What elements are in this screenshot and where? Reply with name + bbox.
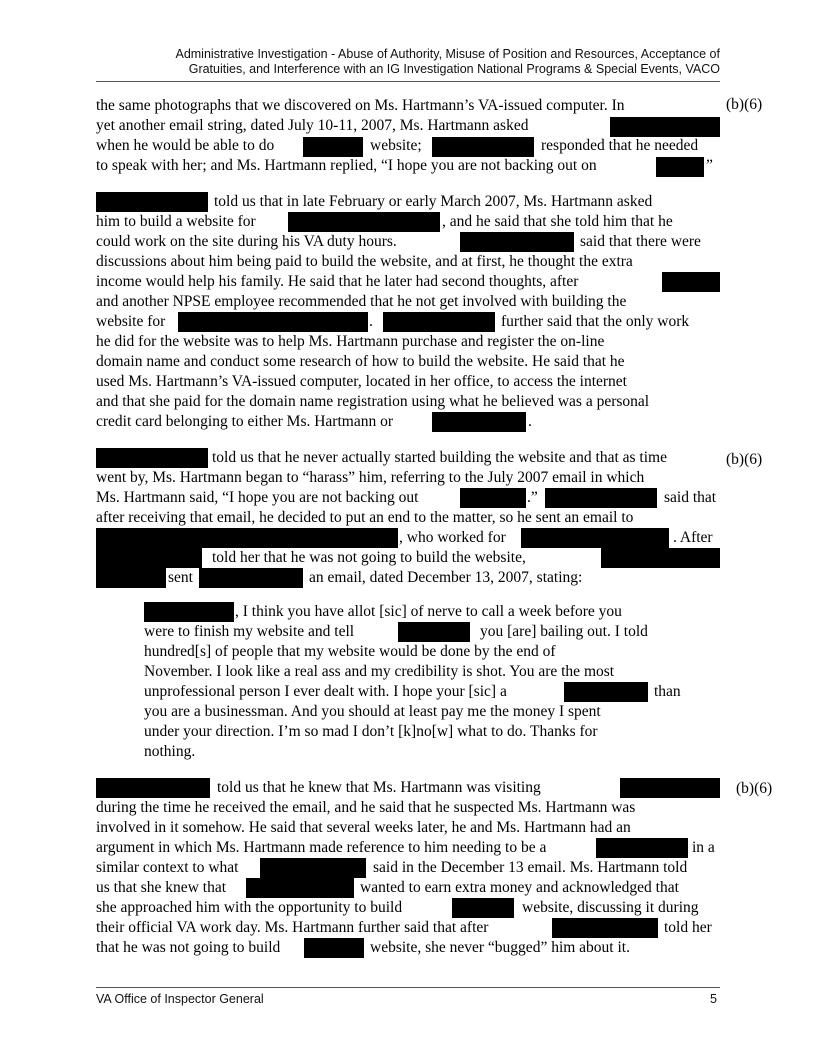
text-line: and that she paid for the domain name registration using what he believed was a personal [96, 393, 650, 410]
quote-line: unprofessional person I ever dealt with. I hope your [sic] a [144, 683, 507, 700]
text-line: .” [527, 489, 538, 506]
text-line: said that [664, 489, 717, 506]
redaction-box [460, 488, 526, 508]
redaction-box [398, 622, 470, 642]
text-line: , who worked for [399, 529, 506, 546]
redaction-box [383, 312, 495, 332]
redaction-box [432, 412, 526, 432]
quote-line: under your direction. I’m so mad I don’t [k]no[w] what to do. Thanks for [144, 723, 598, 740]
text-line: argument in which Ms. Hartmann made reference to him needing to be a [96, 839, 547, 856]
redaction-box [564, 682, 648, 702]
text-line: discussions about him being paid to build the website, and at first, he thought the extra [96, 253, 633, 270]
text-line: the same photographs that we discovered on Ms. Hartmann’s VA-issued computer. In [96, 97, 625, 114]
redaction-box [303, 137, 363, 157]
redaction-box [178, 312, 368, 332]
quote-line: nothing. [144, 743, 196, 760]
quote-line: November. I look like a real ass and my credibility is shot. You are the most [144, 663, 615, 680]
text-line: credit card belonging to either Ms. Hartmann or [96, 413, 393, 430]
redaction-box [304, 938, 364, 958]
text-line: after receiving that email, he decided to put an end to the matter, so he sent an email to [96, 509, 634, 526]
text-line: in a [692, 839, 715, 856]
text-line: sent [168, 569, 193, 586]
text-line: website, she never “bugged” him about it. [370, 939, 630, 956]
quote-line: you [are] bailing out. I told [480, 623, 648, 640]
text-line: . [369, 313, 373, 330]
footer-rule [96, 987, 720, 988]
text-line: said in the December 13 email. Ms. Hartmann told [373, 859, 688, 876]
text-line: told us that he never actually started building the website and that as time [212, 449, 667, 466]
text-line: him to build a website for [96, 213, 256, 230]
quote-line: , I think you have allot [sic] of nerve to call a week before you [235, 603, 622, 620]
redaction-box [96, 448, 208, 468]
text-line: website, discussing it during [522, 899, 699, 916]
redaction-box [452, 898, 514, 918]
text-line: further said that the only work [501, 313, 690, 330]
text-line: went by, Ms. Hartmann began to “harass” him, referring to the July 2007 email in which [96, 469, 645, 486]
text-line: said that there were [580, 233, 701, 250]
margin-note: (b)(6) [726, 451, 763, 468]
redaction-box [656, 157, 704, 177]
redaction-box [596, 838, 688, 858]
redaction-box [96, 568, 166, 588]
text-line: . [528, 413, 532, 430]
redaction-box [260, 858, 366, 878]
text-line: us that she knew that [96, 879, 227, 896]
text-line: and another NPSE employee recommended that he not get involved with building the [96, 293, 627, 310]
header-title [96, 47, 720, 77]
text-line: responded that he needed [541, 137, 699, 154]
text-line: ” [706, 157, 713, 174]
page-number: 5 [710, 992, 717, 1006]
redaction-box [288, 212, 440, 232]
redaction-box [662, 272, 720, 292]
text-line: during the time he received the email, and he said that he suspected Ms. Hartmann was [96, 799, 636, 816]
text-line: wanted to earn extra money and acknowledged that [360, 879, 679, 896]
text-line: domain name and conduct some research of how to build the website. He said that he [96, 353, 625, 370]
header-rule [96, 81, 720, 82]
text-line: similar context to what [96, 859, 239, 876]
text-line: income would help his family. He said that he later had second thoughts, after [96, 273, 579, 290]
text-line: involved in it somehow. He said that several weeks later, he and Ms. Hartmann had an [96, 819, 631, 836]
quote-line: hundred[s] of people that my website would be done by the end of [144, 643, 556, 660]
footer-source: VA Office of Inspector General [96, 992, 264, 1006]
text-line: when he would be able to do [96, 137, 275, 154]
text-line: website; [370, 137, 422, 154]
redaction-box [432, 137, 534, 157]
text-line: told her [664, 919, 712, 936]
redaction-box [610, 117, 720, 137]
quote-line: were to finish my website and tell [144, 623, 355, 640]
redaction-box [246, 878, 354, 898]
text-line: website for [96, 313, 166, 330]
redaction-box [96, 778, 210, 798]
redaction-box [96, 528, 398, 548]
text-line: could work on the site during his VA duty hours. [96, 233, 397, 250]
redaction-box [521, 528, 669, 548]
redaction-box [96, 548, 202, 568]
header-line-1: Administrative Investigation - Abuse of Authority, Misuse of Position and Resources, Acceptance of [175, 47, 720, 61]
text-line: that he was not going to build [96, 939, 281, 956]
text-line: , and he said that she told him that he [442, 213, 673, 230]
text-line: told us that in late February or early March 2007, Ms. Hartmann asked [214, 193, 653, 210]
redaction-box [460, 232, 574, 252]
redaction-box [620, 778, 720, 798]
quote-line: you are a businessman. And you should at least pay me the money I spent [144, 703, 601, 720]
text-line: their official VA work day. Ms. Hartmann further said that after [96, 919, 489, 936]
header-line-2: Gratuities, and Interference with an IG Investigation National Programs & Special Events, VACO [188, 62, 720, 76]
text-line: used Ms. Hartmann’s VA-issued computer, located in her office, to access the internet [96, 373, 627, 390]
margin-note: (b)(6) [726, 96, 763, 113]
text-line: told us that he knew that Ms. Hartmann was visiting [217, 779, 541, 796]
redaction-box [601, 548, 720, 568]
text-line: he did for the website was to help Ms. Hartmann purchase and register the on-line [96, 333, 605, 350]
redaction-box [552, 918, 658, 938]
quote-line: than [654, 683, 681, 700]
text-line: Ms. Hartmann said, “I hope you are not backing out [96, 489, 419, 506]
margin-note: (b)(6) [736, 780, 773, 797]
text-line: an email, dated December 13, 2007, stating: [309, 569, 583, 586]
redaction-box [144, 602, 234, 622]
redaction-box [96, 192, 208, 212]
text-line: to speak with her; and Ms. Hartmann replied, “I hope you are not backing out on [96, 157, 597, 174]
redaction-box [199, 568, 303, 588]
text-line: yet another email string, dated July 10-11, 2007, Ms. Hartmann asked [96, 117, 529, 134]
redaction-box [545, 488, 657, 508]
text-line: she approached him with the opportunity to build [96, 899, 403, 916]
text-line: . After [673, 529, 713, 546]
text-line: told her that he was not going to build the website, [212, 549, 526, 566]
